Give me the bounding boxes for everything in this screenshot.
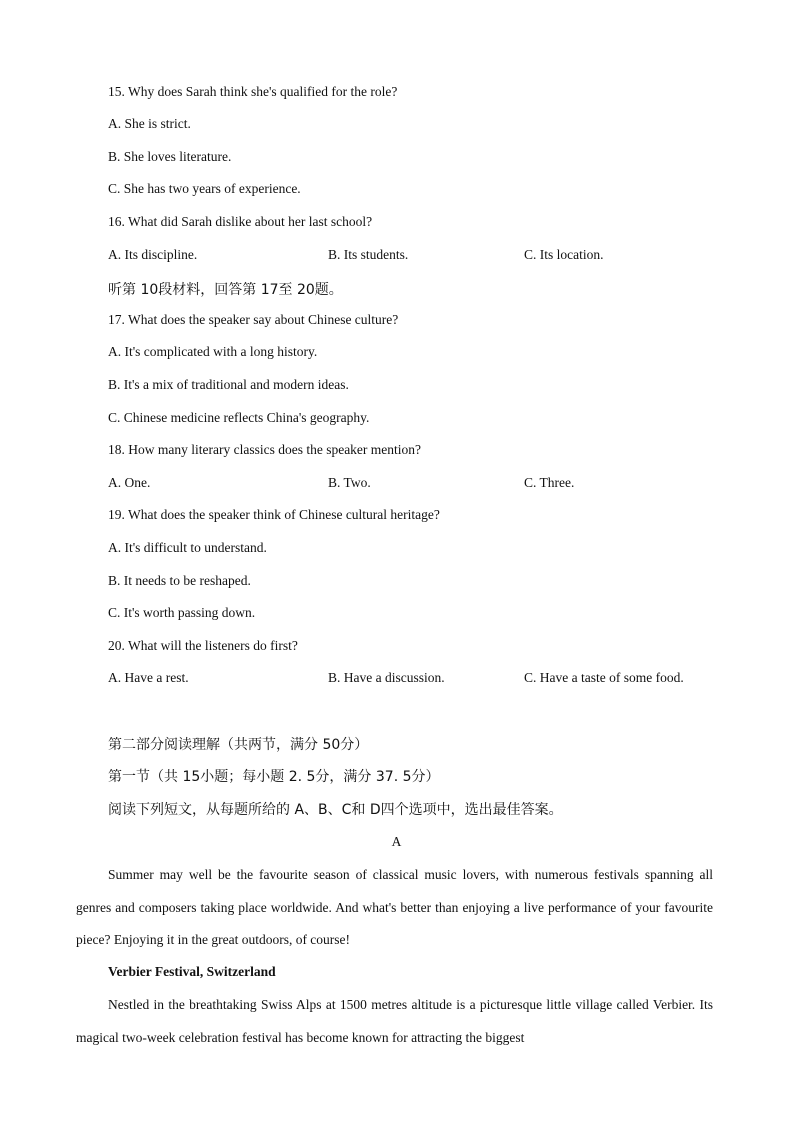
option-19c: C. It's worth passing down. [108,605,256,620]
option-15b: B. She loves literature. [108,149,232,164]
section-10-instruction: 听第 10段材料，回答第 17至 20题。 [108,282,343,298]
option-17b: B. It's a mix of traditional and modern ideas. [108,377,349,392]
option-17c: C. Chinese medicine reflects China's geography. [108,410,370,425]
passage-paragraph-1: Summer may well be the favourite season of classical music lovers, with numerous festivals spanning all genres and composers taking place worldwide. And what's better than enjoying a live performance of your favourite piece? Enjoying it in the great outdoors, of course! [76,867,713,948]
festival-heading: Verbier Festival, Switzerland [108,964,276,979]
option-16b: B. Its students. [328,247,409,262]
option-16a: A. Its discipline. [108,247,198,262]
option-20b: B. Have a discussion. [328,670,445,685]
option-18a: A. One. [108,475,151,490]
option-19b: B. It needs to be reshaped. [108,573,251,588]
option-15a: A. She is strict. [108,116,191,131]
option-19a: A. It's difficult to understand. [108,540,267,555]
question-17: 17. What does the speaker say about Chinese culture? [108,312,399,327]
reading-instruction: 阅读下列短文，从每题所给的 A、B、C和 D四个选项中，选出最佳答案。 [108,802,563,818]
question-20: 20. What will the listeners do first? [108,638,298,653]
option-17a: A. It's complicated with a long history. [108,344,318,359]
question-15: 15. Why does Sarah think she's qualified for the role? [108,84,398,99]
passage-paragraph-2: Nestled in the breathtaking Swiss Alps at 1500 metres altitude is a picturesque little village called Verbier. Its magical two-week celebration festival has become known for attracting the biggest [76,997,713,1045]
option-18b: B. Two. [328,475,371,490]
passage-label: A [391,834,402,849]
option-20a: A. Have a rest. [108,670,189,685]
question-18: 18. How many literary classics does the speaker mention? [108,442,422,457]
part-2-title: 第二部分阅读理解（共两节，满分 50分） [108,737,369,753]
option-15c: C. She has two years of experience. [108,181,301,196]
option-20c: C. Have a taste of some food. [524,670,684,685]
section-1-title: 第一节（共 15小题；每小题 2. 5分，满分 37. 5分） [108,769,440,785]
option-18c: C. Three. [524,475,575,490]
question-16: 16. What did Sarah dislike about her last school? [108,214,373,229]
question-19: 19. What does the speaker think of Chinese cultural heritage? [108,507,440,522]
option-16c: C. Its location. [524,247,604,262]
